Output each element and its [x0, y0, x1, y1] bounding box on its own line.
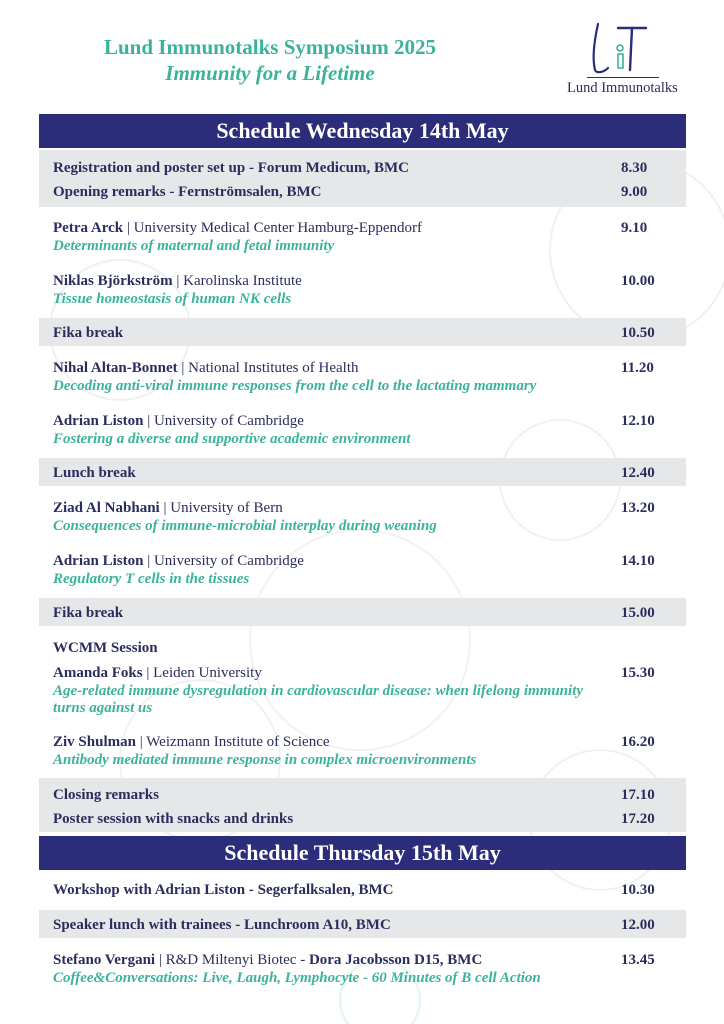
row-time: 8.30 — [621, 160, 648, 176]
speaker-affiliation: Karolinska Institute — [183, 273, 302, 289]
row-time: 13.45 — [621, 952, 655, 968]
row-time: 15.30 — [621, 665, 655, 681]
row-time: 10.50 — [621, 325, 655, 341]
talk-title-continued: turns against us — [53, 700, 153, 716]
row-text: Fika break — [53, 605, 124, 621]
symposium-title: Lund Immunotalks Symposium 2025 — [103, 35, 437, 59]
speaker-name: Adrian Liston — [53, 553, 144, 569]
row-time: 11.20 — [621, 360, 654, 376]
speaker-affiliation: Weizmann Institute of Science — [146, 734, 330, 750]
day1-heading: Schedule Wednesday 14th May — [39, 114, 686, 148]
talk-title: Fostering a diverse and supportive academic environment — [53, 431, 411, 447]
row-time: 15.00 — [621, 605, 655, 621]
row-text: Opening remarks - Fernströmsalen, BMC — [53, 184, 322, 200]
speaker-name: Amanda Foks — [53, 665, 143, 681]
speaker-name: Nihal Altan-Bonnet — [53, 360, 178, 376]
row-text: WCMM Session — [53, 640, 158, 656]
speaker-name: Niklas Björkström — [53, 273, 173, 289]
logo-rule — [587, 77, 659, 78]
talk-title: Age-related immune dysregulation in cardiovascular disease: when lifelong immunity — [53, 683, 584, 699]
row-time: 17.20 — [621, 811, 655, 827]
talk-title: Coffee&Conversations: Live, Laugh, Lymphocyte - 60 Minutes of B cell Action — [53, 970, 541, 986]
day2-heading: Schedule Thursday 15th May — [39, 836, 686, 870]
speaker-affiliation: University of Cambridge — [153, 413, 304, 429]
symposium-header — [60, 34, 480, 86]
logo-mark-icon — [560, 14, 694, 78]
speaker-affiliation: National Institutes of Health — [188, 360, 359, 376]
talk-title: Antibody mediated immune response in complex microenvironments — [53, 752, 477, 768]
speaker-affiliation: University of Cambridge — [153, 553, 304, 569]
speaker-name: Petra Arck — [53, 220, 124, 236]
row-time: 12.40 — [621, 465, 655, 481]
speaker-name: Ziv Shulman — [53, 734, 136, 750]
speaker-affiliation: University Medical Center Hamburg-Eppendorf — [133, 220, 423, 236]
row-text: Registration and poster set up - Forum Medicum, BMC — [53, 160, 409, 176]
symposium-subtitle: Immunity for a Lifetime — [165, 61, 375, 85]
row-text: Workshop with Adrian Liston - Segerfalksalen, BMC — [53, 882, 394, 898]
row-time: 13.20 — [621, 500, 655, 516]
row-time: 17.10 — [621, 787, 655, 803]
row-time: 12.10 — [621, 413, 655, 429]
speaker-affiliation: R&D Miltenyi Biotec — [165, 952, 297, 968]
lund-immunotalks-logo — [560, 14, 694, 98]
speaker-affiliation: University of Bern — [170, 500, 283, 516]
talk-title: Consequences of immune-microbial interplay during weaning — [53, 518, 437, 534]
speaker-name: Ziad Al Nabhani — [53, 500, 160, 516]
row-text: Poster session with snacks and drinks — [53, 811, 294, 827]
speaker-affiliation: Leiden University — [153, 665, 262, 681]
row-time: 12.00 — [621, 917, 655, 933]
row-time: 9.00 — [621, 184, 648, 200]
row-text: Closing remarks — [53, 787, 159, 803]
row-time: 14.10 — [621, 553, 655, 569]
speaker-name: Stefano Vergani — [53, 952, 156, 968]
row-time: 10.00 — [621, 273, 655, 289]
speaker-name: Adrian Liston — [53, 413, 144, 429]
talk-title: Tissue homeostasis of human NK cells — [53, 291, 292, 307]
row-time: 16.20 — [621, 734, 655, 750]
row-time: 9.10 — [621, 220, 648, 236]
row-text: Speaker lunch with trainees - Lunchroom A10, BMC — [53, 917, 391, 933]
talk-location: Dora Jacobsson D15, BMC — [308, 952, 483, 968]
talk-title: Determinants of maternal and fetal immunity — [53, 238, 335, 254]
row-time: 10.30 — [621, 882, 655, 898]
talk-title: Regulatory T cells in the tissues — [53, 571, 250, 587]
row-text: Lunch break — [53, 465, 136, 481]
logo-wordmark: Lund Immunotalks — [567, 80, 678, 96]
talk-title: Decoding anti-viral immune responses from the cell to the lactating mammary — [53, 378, 537, 394]
row-text: Fika break — [53, 325, 124, 341]
